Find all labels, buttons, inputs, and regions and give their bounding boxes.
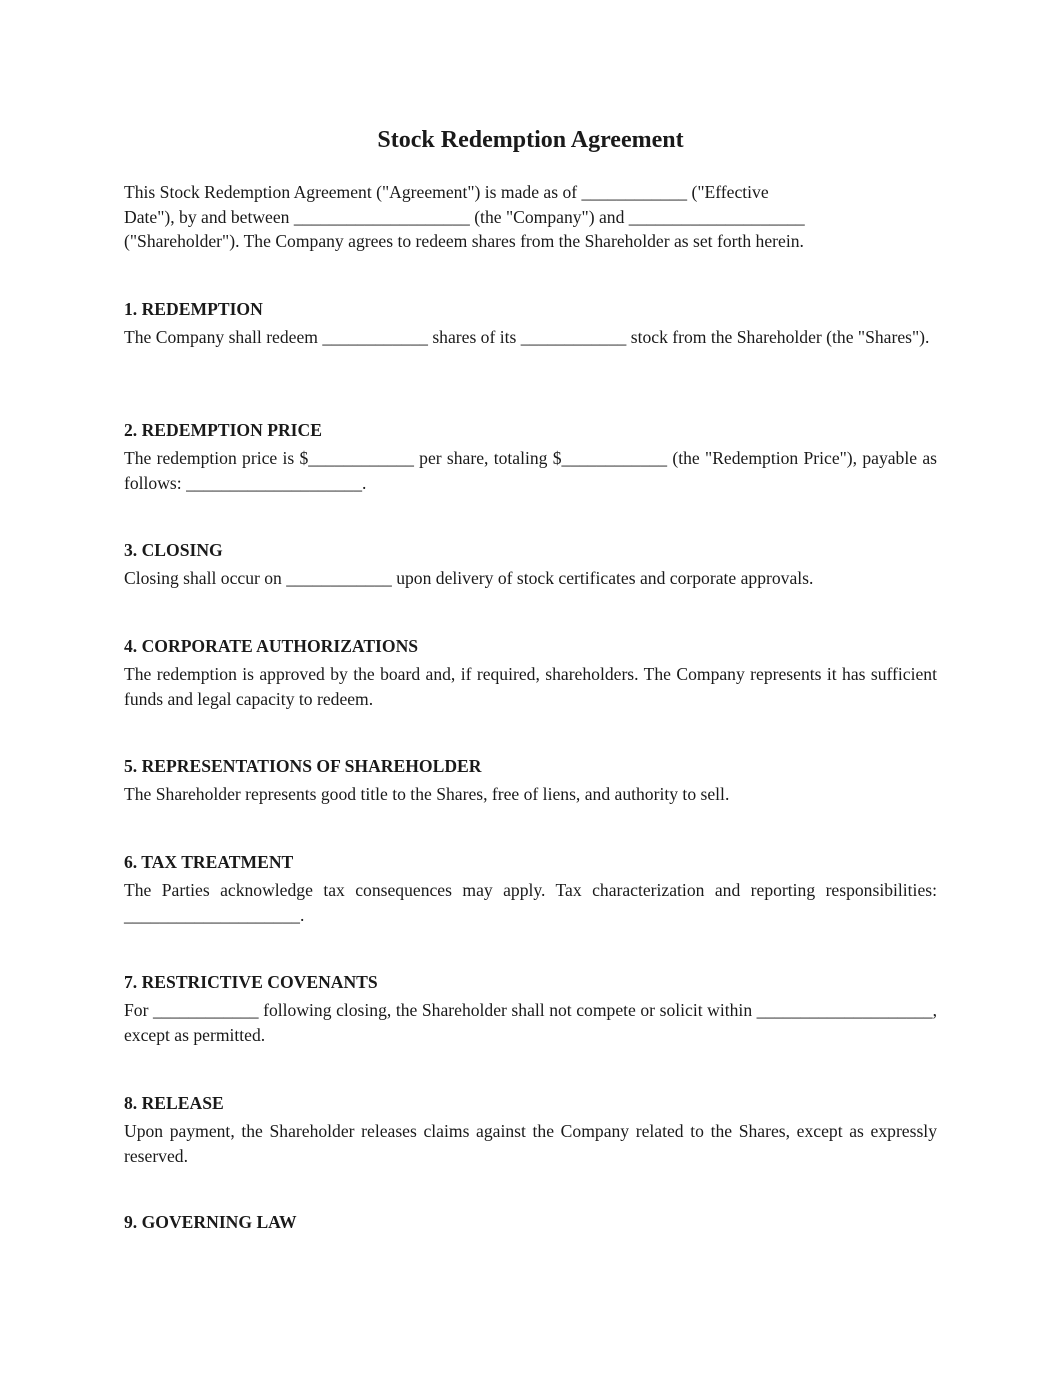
intro-line-3: ("Shareholder"). The Company agrees to redeem shares from the Shareholder as set forth herein. xyxy=(124,231,804,251)
intro-line-1: This Stock Redemption Agreement ("Agreement") is made as of ____________ ("Effective xyxy=(124,182,769,202)
section-heading: 5. REPRESENTATIONS OF SHAREHOLDER xyxy=(124,756,482,776)
section-heading: 9. GOVERNING LAW xyxy=(124,1212,297,1232)
section-body: The Company shall redeem ____________ shares of its ____________ stock from the Shareholder (the "Shares"). xyxy=(124,327,930,347)
section-heading: 1. REDEMPTION xyxy=(124,299,263,319)
section-restrictive-covenants xyxy=(124,970,937,1047)
section-heading: 4. CORPORATE AUTHORIZATIONS xyxy=(124,636,419,656)
section-body: The redemption is approved by the board and, if required, shareholders. The Company represents it has sufficient funds and legal capacity to redeem. xyxy=(124,664,937,709)
intro-line-2: Date"), by and between ____________________ (the "Company") and ____________________ xyxy=(124,206,805,227)
document-title: Stock Redemption Agreement xyxy=(377,127,684,153)
section-body: For ____________ following closing, the Shareholder shall not compete or solicit within ____________________, except as permitted. xyxy=(124,1000,937,1045)
section-release xyxy=(124,1091,937,1168)
section-representations xyxy=(124,754,937,807)
section-heading: 3. CLOSING xyxy=(124,540,223,560)
section-heading: 7. RESTRICTIVE COVENANTS xyxy=(124,972,378,992)
section-body: The redemption price is $____________ per share, totaling $____________ (the "Redemption Price"), payable as follows: ____________________. xyxy=(124,448,937,493)
section-governing-law xyxy=(124,1210,937,1238)
section-body: The Shareholder represents good title to the Shares, free of liens, and authority to sell. xyxy=(124,784,730,804)
section-closing xyxy=(124,538,937,591)
section-heading: 2. REDEMPTION PRICE xyxy=(124,420,322,440)
section-tax-treatment xyxy=(124,850,937,927)
section-heading: 8. RELEASE xyxy=(124,1093,224,1113)
section-heading: 6. TAX TREATMENT xyxy=(124,852,294,872)
section-body: Upon payment, the Shareholder releases claims against the Company related to the Shares, except as expressly reserved. xyxy=(124,1121,937,1166)
intro-paragraph xyxy=(124,180,937,254)
section-corporate-authorizations xyxy=(124,634,937,711)
section-redemption-price xyxy=(124,418,937,495)
section-body: Closing shall occur on ____________ upon delivery of stock certificates and corporate approvals. xyxy=(124,568,814,588)
section-redemption xyxy=(124,297,937,350)
section-body: The Parties acknowledge tax consequences may apply. Tax characterization and reporting responsibilities: ____________________. xyxy=(124,880,937,925)
